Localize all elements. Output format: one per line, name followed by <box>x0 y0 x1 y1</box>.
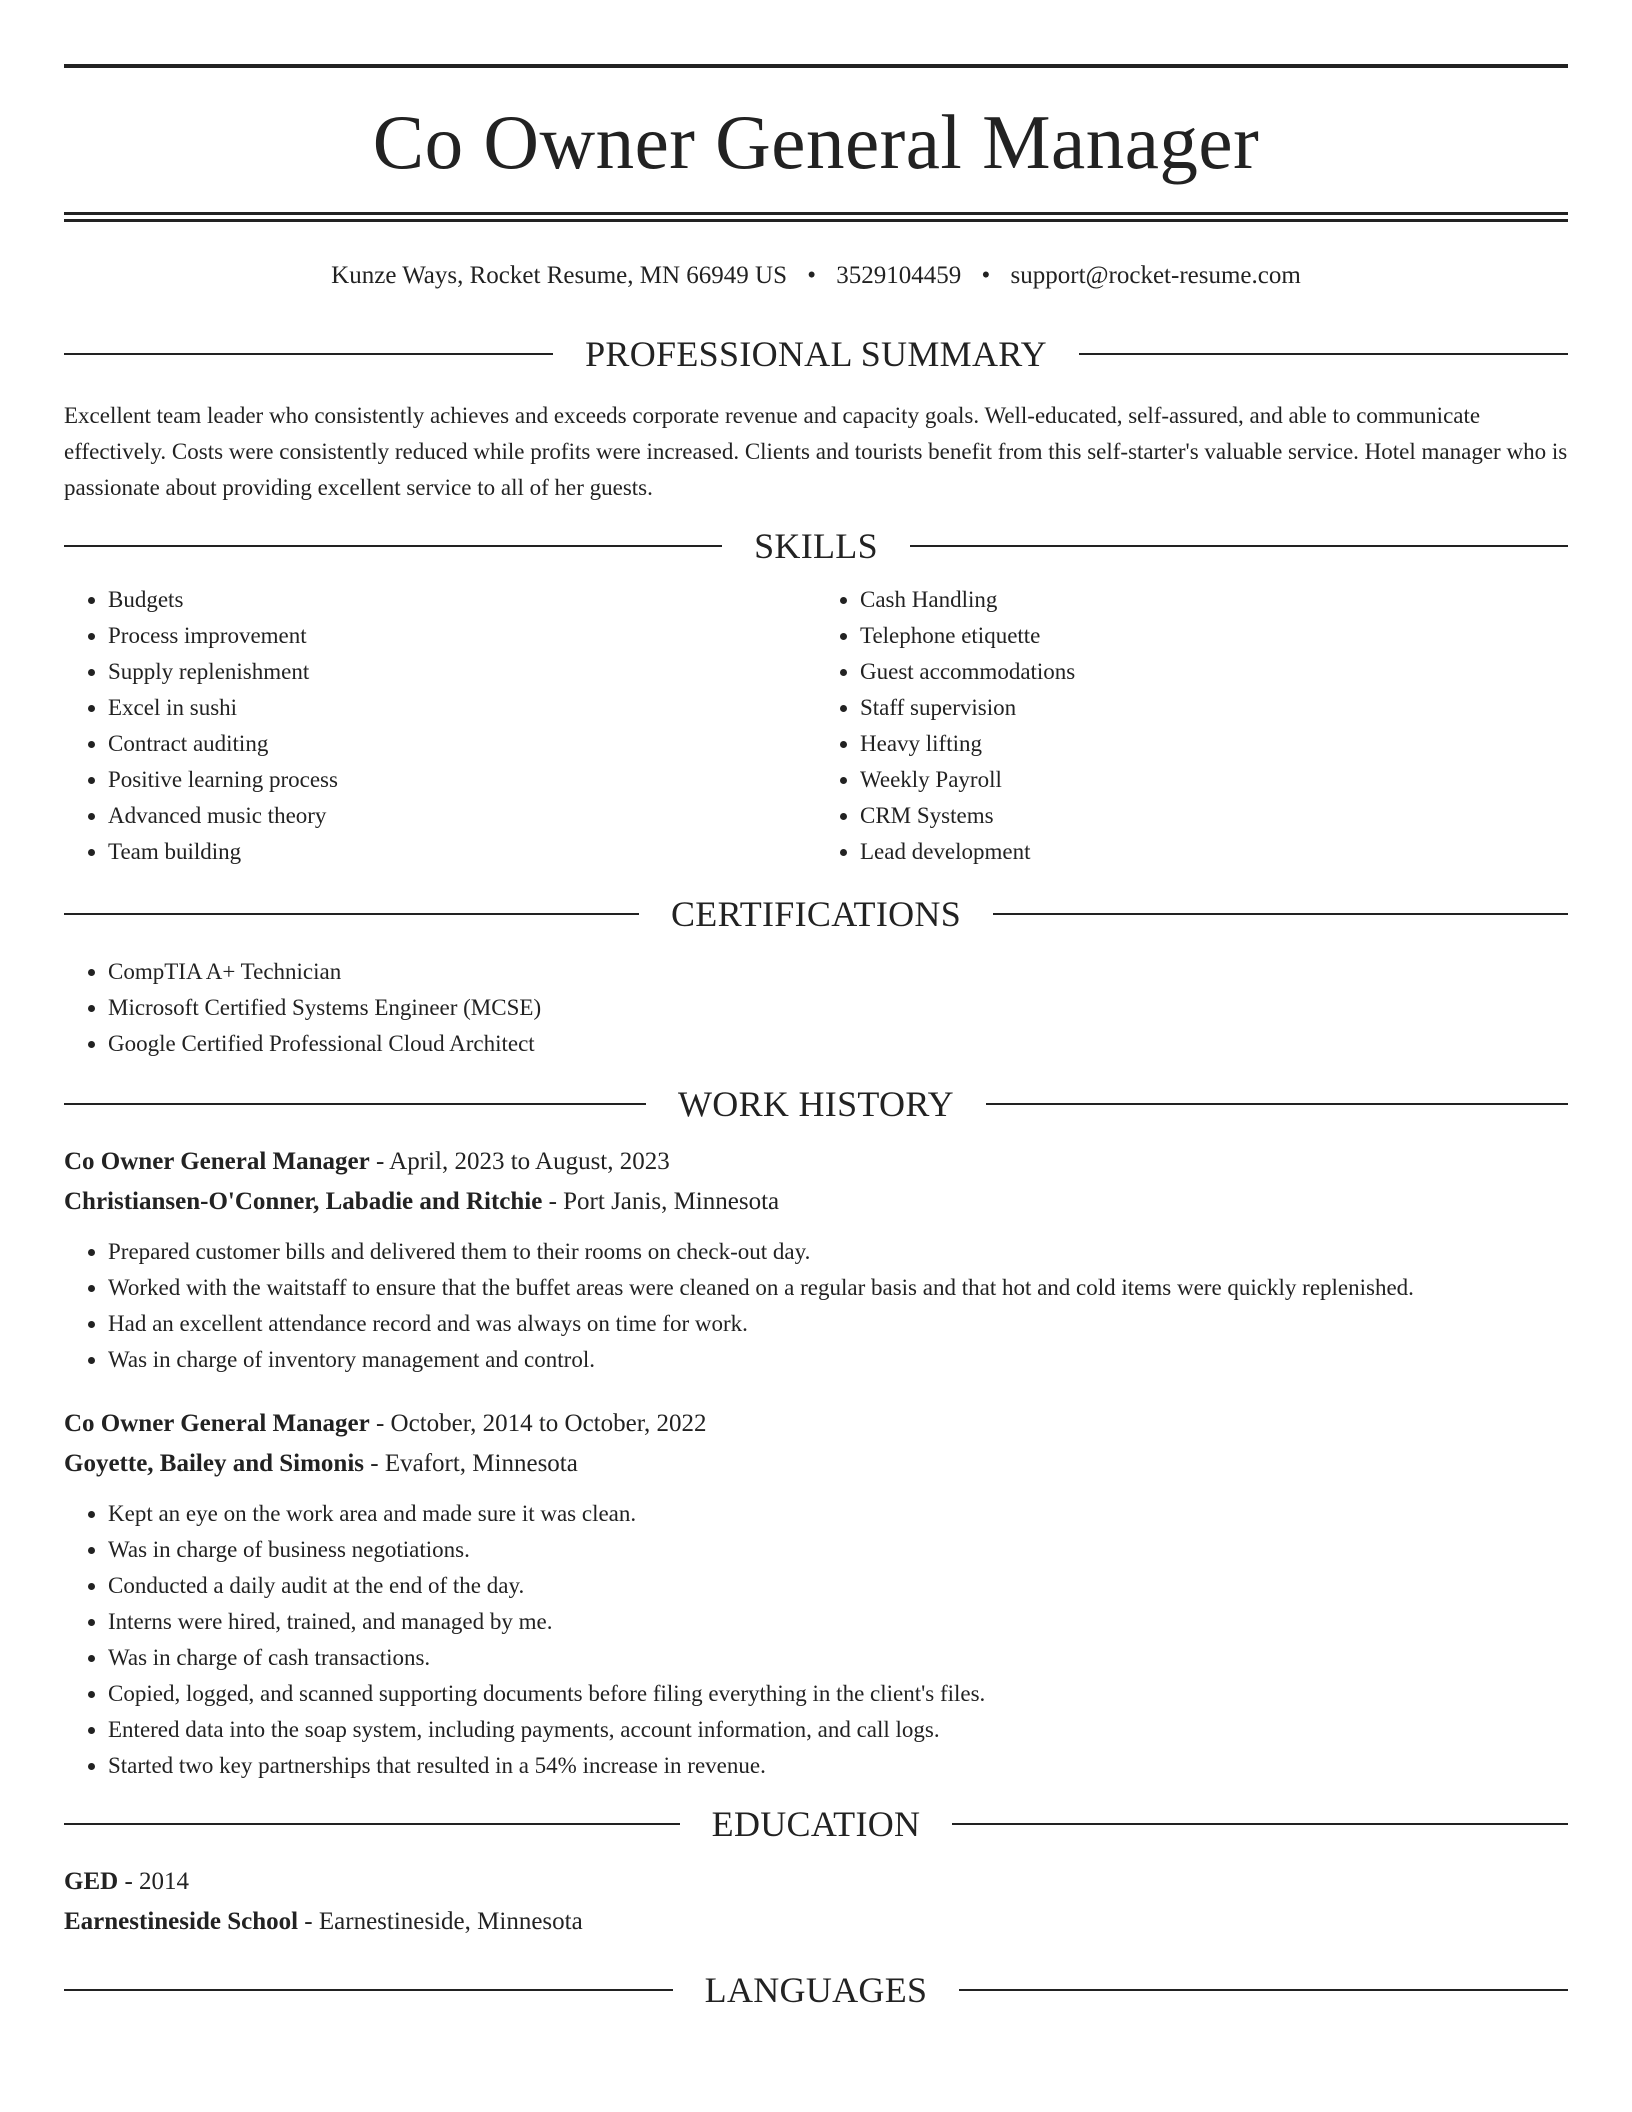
header-rule <box>64 1989 673 1991</box>
list-item: • Staff supervision <box>860 690 1568 726</box>
job-title: Co Owner General Manager <box>64 1148 370 1175</box>
contact-separator: • <box>981 262 991 289</box>
list-item: • Was in charge of cash transactions. <box>108 1640 1568 1676</box>
list-item: • Google Certified Professional Cloud Architect <box>108 1026 1568 1062</box>
list-item: • Kept an eye on the work area and made sure it was clean. <box>108 1496 1568 1532</box>
section-title: PROFESSIONAL SUMMARY <box>585 334 1047 374</box>
job-title-line <box>64 1404 1568 1444</box>
section-title: WORK HISTORY <box>678 1084 954 1124</box>
double-rule <box>64 212 1568 222</box>
list-item: • Guest accommodations <box>860 654 1568 690</box>
resume-name: Co Owner General Manager <box>372 99 1260 185</box>
list-item: • Started two key partnerships that resulted in a 54% increase in revenue. <box>108 1748 1568 1784</box>
education-degree-line <box>64 1862 1568 1902</box>
list-item: • Weekly Payroll <box>860 762 1568 798</box>
list-item: • Process improvement <box>108 618 816 654</box>
list-item: • Supply replenishment <box>108 654 816 690</box>
list-item: • Copied, logged, and scanned supporting documents before filing everything in the client's files. <box>108 1676 1568 1712</box>
job-dates: - October, 2014 to October, 2022 <box>369 1410 707 1437</box>
section-header-certifications <box>64 886 1568 942</box>
header-rule <box>910 545 1568 547</box>
job-company-line <box>64 1182 1568 1222</box>
contact-email: support@rocket-resume.com <box>1010 262 1301 289</box>
job-dates: - April, 2023 to August, 2023 <box>369 1148 670 1175</box>
job-bullets <box>64 1496 1568 1784</box>
education-entry <box>64 1862 1568 1942</box>
education-degree: GED <box>64 1868 119 1895</box>
list-item: • Cash Handling <box>860 582 1568 618</box>
list-item: • Budgets <box>108 582 816 618</box>
job-bullets <box>64 1234 1568 1378</box>
contact-address: Kunze Ways, Rocket Resume, MN 66949 US <box>331 262 787 289</box>
job-company: Goyette, Bailey and Simonis <box>64 1450 365 1477</box>
header-rule <box>64 1103 646 1105</box>
job-title: Co Owner General Manager <box>64 1410 370 1437</box>
list-item: • Was in charge of business negotiations. <box>108 1532 1568 1568</box>
list-item: • CRM Systems <box>860 798 1568 834</box>
header-rule <box>64 1823 680 1825</box>
job-title-line <box>64 1142 1568 1182</box>
list-item: • Interns were hired, trained, and managed by me. <box>108 1604 1568 1640</box>
list-item: • Advanced music theory <box>108 798 816 834</box>
header-rule <box>64 913 639 915</box>
list-item: • Microsoft Certified Systems Engineer (MCSE) <box>108 990 1568 1026</box>
header-rule <box>64 353 553 355</box>
contact-separator: • <box>807 262 816 289</box>
section-title: LANGUAGES <box>704 1970 928 2010</box>
education-location: - Earnestineside, Minnesota <box>298 1908 583 1935</box>
list-item: • Telephone etiquette <box>860 618 1568 654</box>
section-header-education <box>64 1796 1568 1852</box>
contact-phone: 3529104459 <box>836 262 962 289</box>
job-location: - Port Janis, Minnesota <box>542 1188 780 1215</box>
job-company-line <box>64 1444 1568 1484</box>
list-item: • Excel in sushi <box>108 690 816 726</box>
list-item: • Positive learning process <box>108 762 816 798</box>
list-item: • Entered data into the soap system, including payments, account information, and call logs. <box>108 1712 1568 1748</box>
header-rule <box>1079 353 1568 355</box>
skills-list-right <box>816 582 1568 870</box>
list-item: • Team building <box>108 834 816 870</box>
section-header-languages <box>64 1962 1568 2018</box>
section-header-work <box>64 1076 1568 1132</box>
header-rule <box>986 1103 1568 1105</box>
list-item: • Conducted a daily audit at the end of the day. <box>108 1568 1568 1604</box>
section-header-summary <box>64 326 1568 382</box>
skills-grid <box>64 582 1568 870</box>
list-item: • CompTIA A+ Technician <box>108 954 1568 990</box>
section-header-skills <box>64 518 1568 574</box>
header-rule <box>959 1989 1568 1991</box>
header-rule <box>952 1823 1568 1825</box>
list-item: • Heavy lifting <box>860 726 1568 762</box>
job-location: - Evafort, Minnesota <box>364 1450 578 1477</box>
skills-list-left <box>64 582 816 870</box>
section-title: EDUCATION <box>711 1804 921 1844</box>
header-rule <box>64 545 722 547</box>
list-item: • Prepared customer bills and delivered them to their rooms on check-out day. <box>108 1234 1568 1270</box>
summary-text: Excellent team leader who consistently achieves and exceeds corporate revenue and capacity goals. Well-educated, self-assured, and able to communicate effectively. Costs were consistently reduced while profits were increased. Clients and tourists benefit from this self-starter's valuable service. Hotel manager who is passionate about providing excellent service to all of her guests. <box>64 403 1568 500</box>
certifications-list <box>64 954 1568 1062</box>
list-item: • Contract auditing <box>108 726 816 762</box>
section-title: CERTIFICATIONS <box>670 894 962 934</box>
job-entry <box>64 1404 1568 1784</box>
education-year: - 2014 <box>118 1868 190 1895</box>
list-item: • Worked with the waitstaff to ensure that the buffet areas were cleaned on a regular basis and that hot and cold items were quickly replenished. <box>108 1270 1568 1306</box>
contact-line <box>64 256 1568 296</box>
list-item: • Had an excellent attendance record and was always on time for work. <box>108 1306 1568 1342</box>
top-rule <box>64 64 1568 68</box>
job-entry <box>64 1142 1568 1378</box>
list-item: • Was in charge of inventory management and control. <box>108 1342 1568 1378</box>
education-school: Earnestineside School <box>64 1908 299 1935</box>
section-title: SKILLS <box>754 526 878 566</box>
header-rule <box>993 913 1568 915</box>
list-item: • Lead development <box>860 834 1568 870</box>
education-school-line <box>64 1902 1568 1942</box>
job-company: Christiansen-O'Conner, Labadie and Ritchie <box>64 1188 543 1215</box>
